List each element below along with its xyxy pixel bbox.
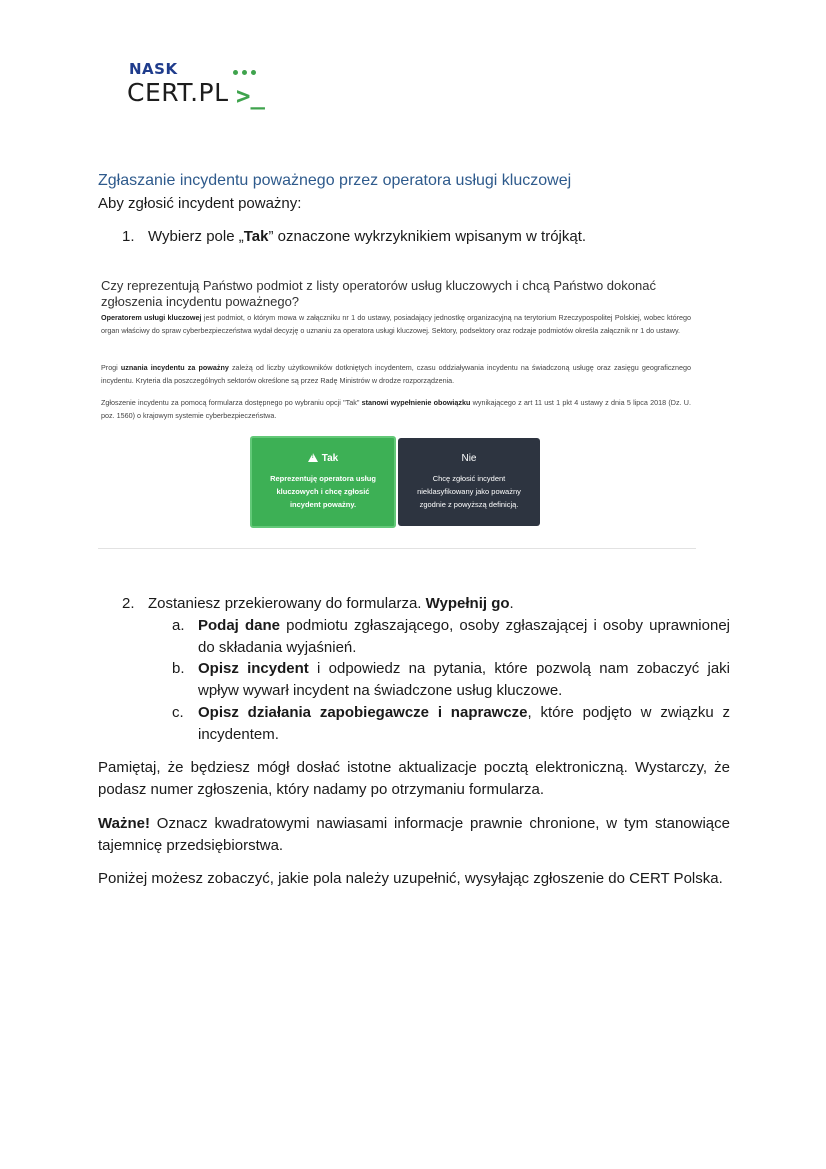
sub-item-rest: , które podjęto w związku z incydentem. <box>198 704 730 743</box>
step-1 <box>122 228 586 245</box>
sub-item-rest: podmiotu zgłaszającego, osoby zgłaszającej i osoby uprawnionej do składania wyjaśnień. <box>198 617 730 656</box>
nie-title: Nie <box>461 453 477 464</box>
section-heading: Zgłaszanie incydentu poważnego przez operatora usługi kluczowej <box>98 172 572 189</box>
sub-item-bold: Opisz działania zapobiegawcze i naprawcze <box>198 704 528 721</box>
paragraph-text: zależą od liczby użytkowników dotkniętych incydentem, czasu oddziaływania incydentu na świadczoną usługę oraz zasięgu geograficznego incydentu. Kryteria dla poszczególnych sektorów określone są przez Radę Ministrów w drodze rozporządzenia. <box>101 363 691 385</box>
nie-description: Chcę zgłosić incydent nieklasyfikowany jako poważny zgodnie z powyższą definicją. <box>417 474 521 509</box>
warning-icon <box>308 453 318 462</box>
sub-item-letter: c. <box>172 704 184 721</box>
tak-button[interactable] <box>250 436 396 528</box>
sub-item-text <box>198 658 730 701</box>
paragraph-text: jest podmiot, o którym mowa w załączniku nr 1 do ustawy, posiadający jednostkę organizacyjną na terytorium Rzeczypospolitej Polskiej, wobec którego organ właściwy do spraw cyberbezpieczeństwa wydał decyzję o uznaniu za operatora usługi kluczowej. Sektory, podsektory oraz rodzaje podmiotów określa załącznik nr 1 do ustawy. <box>101 313 691 335</box>
step-text: . <box>509 595 514 612</box>
bold-term: stanowi wypełnienie obowiązku <box>361 398 471 407</box>
step-2 <box>122 595 514 612</box>
tak-description: Reprezentuję operatora usług kluczowych i chcę zgłosić incydent poważny. <box>270 474 376 509</box>
sub-item-rest: i odpowiedz na pytania, które pozwolą nam zobaczyć jaki wpływ wywarł incydent na świadczone usług kluczowe. <box>198 660 730 699</box>
step-number: 2. <box>122 595 135 612</box>
sub-item-b <box>172 658 730 701</box>
paragraph-text: Progi <box>101 363 121 372</box>
screenshot-paragraph <box>101 362 691 387</box>
step-text: Zostaniesz przekierowany do formularza. <box>148 595 426 612</box>
paragraph-text: Zgłoszenie incydentu za pomocą formularza dostępnego po wybraniu opcji "Tak" <box>101 398 362 407</box>
sub-item-letter: b. <box>172 660 185 677</box>
important-label: Ważne! <box>98 815 150 832</box>
terminal-cursor-icon: >_ <box>236 82 265 110</box>
embedded-form-screenshot <box>98 270 696 549</box>
remember-paragraph: Pamiętaj, że będziesz mógł dosłać istotne aktualizacje pocztą elektroniczną. Wystarczy, że podasz numer zgłoszenia, który nadamy po otrzymaniu formularza. <box>98 759 730 798</box>
sub-item-bold: Opisz incydent <box>198 660 309 677</box>
logo-dots-icon <box>233 62 260 80</box>
sub-item-c <box>172 702 730 745</box>
step-number: 1. <box>122 228 135 245</box>
cert-pl-logo <box>127 58 267 110</box>
step-bold: Tak <box>243 228 269 245</box>
nie-button[interactable] <box>398 438 540 526</box>
step-bold: Wypełnij go <box>425 595 510 612</box>
sub-item-bold: Podaj dane <box>198 617 281 634</box>
sub-item-text <box>198 702 730 745</box>
closing-paragraph: Poniżej możesz zobaczyć, jakie pola należy uzupełnić, wysyłając zgłoszenie do CERT Polska. <box>98 870 723 887</box>
important-text: Oznacz kwadratowymi nawiasami informacje prawnie chronione, w tym stanowiące tajemnicę przedsiębiorstwa. <box>98 815 730 854</box>
cert-wordmark: CERT.PL <box>127 78 229 107</box>
step-text: ” oznaczone wykrzyknikiem wpisanym w trójkąt. <box>268 228 587 245</box>
screenshot-paragraph <box>101 312 691 337</box>
step-text: Wybierz pole „ <box>148 228 244 245</box>
sub-item-a <box>172 615 730 658</box>
nask-wordmark: NASK <box>129 60 178 78</box>
bold-term: uznania incydentu za poważny <box>120 363 229 372</box>
important-paragraph <box>98 813 730 856</box>
paragraph-text: wynikającego z art 11 ust 1 pkt 4 ustawy z dnia 5 lipca 2018 (Dz. U. poz. 1560) o krajowym systemie cyberbezpieczeństwa. <box>101 398 691 420</box>
screenshot-paragraph <box>101 397 691 422</box>
tak-label: Tak <box>321 453 339 464</box>
screenshot-question: Czy reprezentują Państwo podmiot z listy operatorów usług kluczowych i chcą Państwo dokonać zgłoszenia incydentu poważnego? <box>101 278 656 309</box>
sub-item-letter: a. <box>172 617 185 634</box>
sub-item-text <box>198 615 730 658</box>
intro-text: Aby zgłosić incydent poważny: <box>98 195 302 212</box>
tak-title <box>252 453 394 464</box>
bold-term: Operatorem usługi kluczowej <box>101 313 202 322</box>
